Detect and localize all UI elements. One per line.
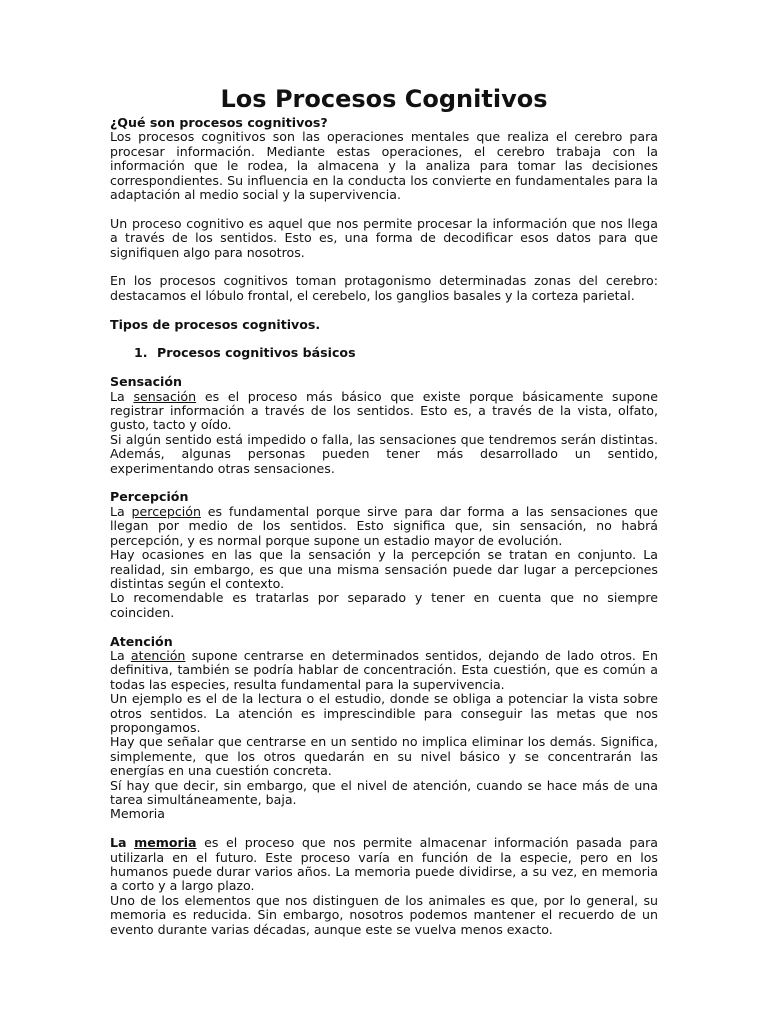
sensacion-paragraph-2: Si algún sentido está impedido o falla, las sensaciones que tendremos serán distintas. Además, algunas personas pueden tener más desarrollado un sentido, experimentando otras sensaciones. bbox=[110, 431, 658, 476]
atencion-heading: Atención bbox=[110, 633, 173, 649]
list-label: Procesos cognitivos básicos bbox=[157, 345, 356, 361]
percepcion-link[interactable]: percepción bbox=[131, 503, 201, 519]
document-title: Los Procesos Cognitivos bbox=[220, 85, 548, 113]
intro-paragraph-2: Un proceso cognitivo es aquel que nos permite procesar la información que nos llega a través de los sentidos. Esto es, una forma de decodificar esos datos para que signifiquen algo para nosotros. bbox=[110, 215, 658, 260]
atencion-paragraph-2: Un ejemplo es el de la lectura o el estudio, donde se obliga a potenciar la vista sobre otros sentidos. La atención es imprescindible para conseguir las metas que nos propongamos. bbox=[110, 691, 658, 735]
memoria-paragraph-1: La memoria es el proceso que nos permite almacenar información pasada para utilizarla en el futuro. Este proceso varía en función de la especie, pero en los humanos puede durar varios años. La memoria puede dividirse, a su vez, en memoria a corto y a largo plazo. bbox=[110, 835, 658, 894]
list-item-basic-processes bbox=[110, 346, 658, 360]
memoria-paragraph-2: Uno de los elementos que nos distinguen de los animales es que, por lo general, su memoria es reducida. Sin embargo, nosotros podemos mantener el recuerdo de un evento durante varias décadas, aunque este se vuelva menos exacto. bbox=[110, 892, 658, 937]
intro-question: ¿Qué son procesos cognitivos? bbox=[110, 115, 328, 130]
atencion-paragraph-1: La atención supone centrarse en determinados sentidos, dejando de lado otros. En definitiva, también se podría hablar de concentración. Esta cuestión, que es común a todas las especies, resulta fundamental para la supervivencia. bbox=[110, 647, 658, 692]
intro-paragraph-3: En los procesos cognitivos toman protagonismo determinadas zonas del cerebro: destacamos el lóbulo frontal, el cerebelo, los ganglios basales y la corteza parietal. bbox=[110, 273, 658, 303]
atencion-paragraph-3: Hay que señalar que centrarse en un sentido no implica eliminar los demás. Significa, simplemente, que los otros quedarán en su nivel básico y se concentrarán las energías en una cuestión concreta. bbox=[110, 734, 658, 779]
atencion-paragraph-5: Memoria bbox=[110, 806, 165, 822]
list-number: 1. bbox=[134, 345, 148, 361]
percepcion-paragraph-1: La percepción es fundamental porque sirve para dar forma a las sensaciones que llegan por medio de los sentidos. Esto significa que, sin sensación, no habrá percepción, y es normal porque supone un estadio mayor de evolución. bbox=[110, 503, 658, 548]
atencion-link[interactable]: atención bbox=[130, 647, 186, 663]
intro-paragraph-1: Los procesos cognitivos son las operaciones mentales que realiza el cerebro para procesar información. Mediante estas operaciones, el cerebro trabaja con la información que le rodea, la almacena y la analiza para tomar las decisiones correspondientes. Su influencia en la conducta los convierte en fundamentales para la adaptación al medio social y la supervivencia. bbox=[110, 129, 658, 203]
sensacion-paragraph-1: La sensación es el proceso más básico que existe porque básicamente supone registrar información a través de los sentidos. Esto es, a través de la vista, olfato, gusto, tacto y oído. bbox=[110, 388, 658, 433]
percepcion-heading: Percepción bbox=[110, 489, 189, 505]
types-heading: Tipos de procesos cognitivos. bbox=[110, 316, 321, 332]
document-body bbox=[110, 116, 658, 937]
percepcion-paragraph-2: Hay ocasiones en las que la sensación y la percepción se tratan en conjunto. La realidad, sin embargo, es que una misma sensación puede dar lugar a percepciones distintas según el contexto. bbox=[110, 547, 658, 591]
memoria-link[interactable]: memoria bbox=[134, 835, 197, 851]
sensacion-heading: Sensación bbox=[110, 374, 182, 390]
percepcion-paragraph-3: Lo recomendable es tratarlas por separado y tener en cuenta que no siempre coinciden. bbox=[110, 590, 658, 620]
sensacion-link[interactable]: sensación bbox=[133, 388, 197, 404]
atencion-paragraph-4: Sí hay que decir, sin embargo, que el nivel de atención, cuando se hace más de una tarea simultáneamente, baja. bbox=[110, 777, 658, 807]
